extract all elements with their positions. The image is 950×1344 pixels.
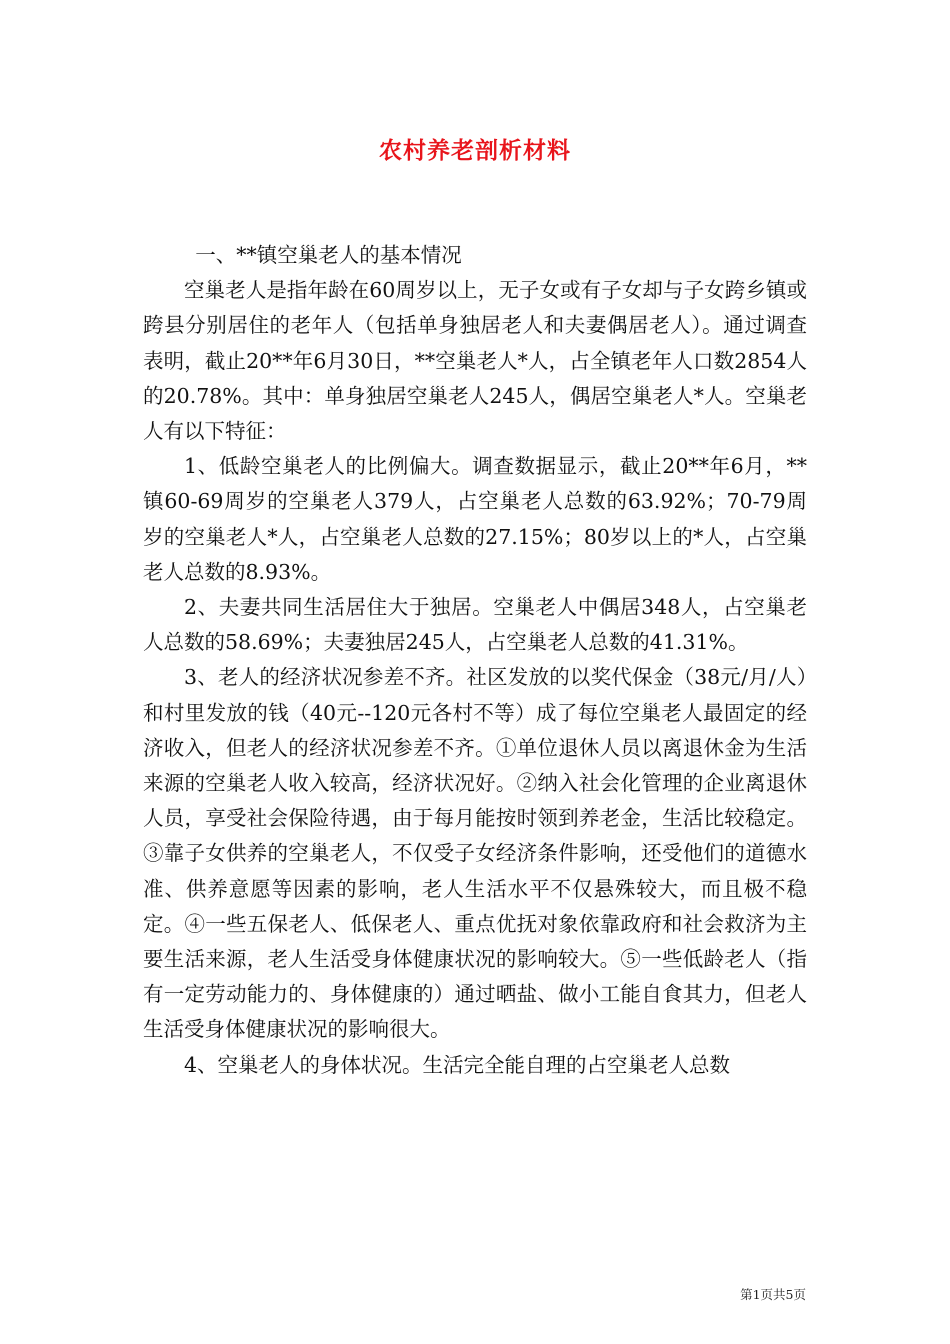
paragraph-item-1: 1、低龄空巢老人的比例偏大。调查数据显示，截止20**年6月，**镇60-69周岁的空巢老人379人，占空巢老人总数的63.92%；70-79周岁的空巢老人*人，占空巢老人总数的27.15%；80岁以上的*人，占空巢老人总数的8.93%。 xyxy=(143,454,807,584)
document-body xyxy=(143,238,807,1083)
page-number-footer: 第1页共5页 xyxy=(740,1287,806,1302)
paragraph-item-2: 2、夫妻共同生活居住大于独居。空巢老人中偶居348人，占空巢老人总数的58.69%；夫妻独居245人，占空巢老人总数的41.31%。 xyxy=(143,595,807,655)
paragraph-item-3: 3、老人的经济状况参差不齐。社区发放的以奖代保金（38元/月/人）和村里发放的钱（40元--120元各村不等）成了每位空巢老人最固定的经济收入，但老人的经济状况参差不齐。①单位退休人员以离退休金为生活来源的空巢老人收入较高，经济状况好。②纳入社会化管理的企业离退休人员，享受社会保险待遇，由于每月能按时领到养老金，生活比较稳定。③靠子女供养的空巢老人，不仅受子女经济条件影响，还受他们的道德水准、供养意愿等因素的影响，老人生活水平不仅悬殊较大，而且极不稳定。④一些五保老人、低保老人、重点优抚对象依靠政府和社会救济为主要生活来源，老人生活受身体健康状况的影响较大。⑤一些低龄老人（指有一定劳动能力的、身体健康的）通过晒盐、做小工能自食其力，但老人生活受身体健康状况的影响很大。 xyxy=(143,665,807,1042)
paragraph-intro: 空巢老人是指年龄在60周岁以上，无子女或有子女却与子女跨乡镇或跨县分别居住的老年人（包括单身独居老人和夫妻偶居老人）。通过调查表明，截止20**年6月30日，**空巢老人*人，占全镇老年人口数2854人的20.78%。其中：单身独居空巢老人245人，偶居空巢老人*人。空巢老人有以下特征： xyxy=(143,278,807,444)
document-title: 农村养老剖析材料 xyxy=(379,137,571,164)
section-heading: 一、**镇空巢老人的基本情况 xyxy=(195,243,462,267)
paragraph-item-4: 4、空巢老人的身体状况。生活完全能自理的占空巢老人总数 xyxy=(184,1052,731,1077)
